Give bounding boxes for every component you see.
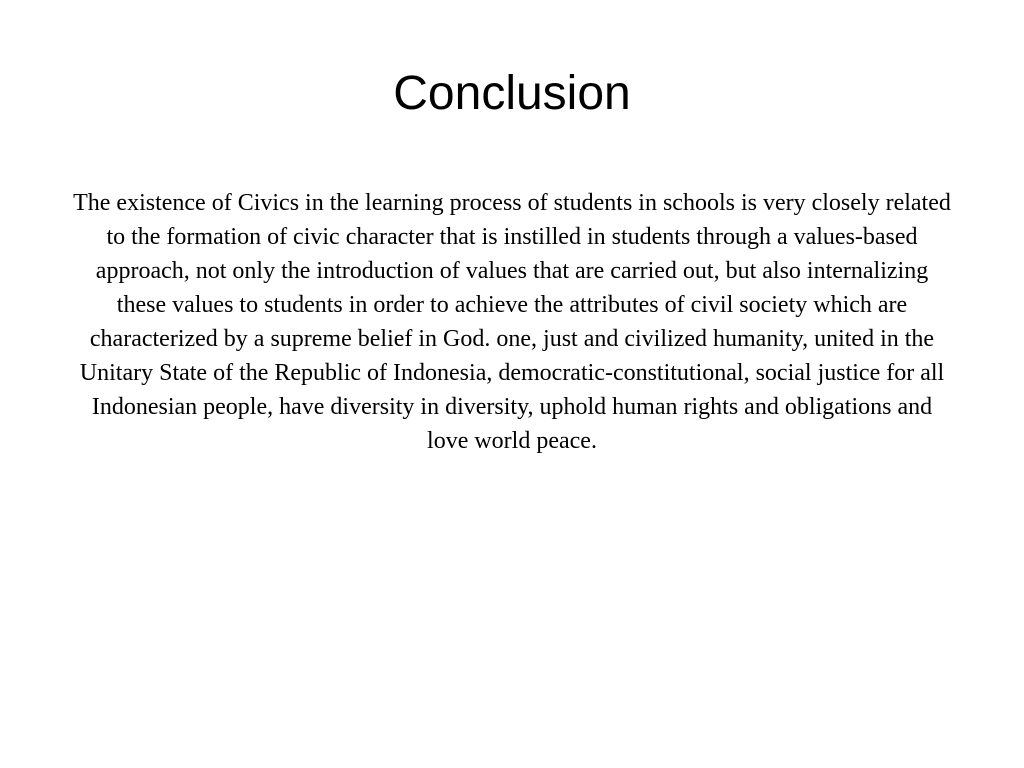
slide-title: Conclusion: [393, 67, 631, 120]
slide-body-text: The existence of Civics in the learning process of students in schools is very closely related to the formation of civic character that is instilled in students through a values-based approach, not only the introduction of values that are carried out, but also internalizing these values to students in order to achieve the attributes of civil society which are characterized by a supreme belief in God. one, just and civilized humanity, united in the Unitary State of the Republic of Indonesia, democratic-constitutional, social justice for all Indonesian people, have diversity in diversity, uphold human rights and obligations and love world peace.: [73, 190, 951, 454]
